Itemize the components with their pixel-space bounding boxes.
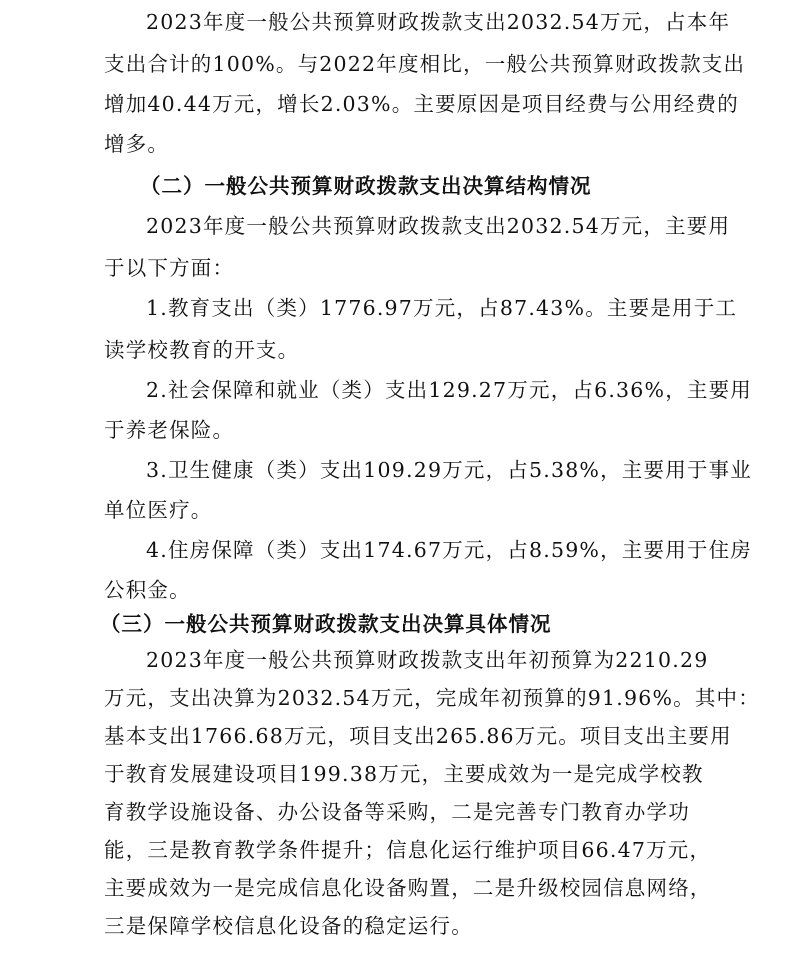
intro-line-3: 增加40.44万元，增长2.03%。主要原因是项目经费与公用经费的 [104,92,739,116]
item-4-line-1: 4.住房保障（类）支出174.67万元，占8.59%，主要用于住房 [146,538,753,562]
section3-line-7: 主要成效为一是完成信息化设备购置，二是升级校园信息网络， [104,876,712,900]
item-1-line-1: 1.教育支出（类）1776.97万元，占87.43%。主要是用于工 [146,296,738,320]
section-heading-2: （二）一般公共预算财政拨款支出决算结构情况 [140,174,592,198]
intro-line-1: 2023年度一般公共预算财政拨款支出2032.54万元，占本年 [146,10,731,34]
section3-line-6: 能，三是教育教学条件提升；信息化运行维护项目66.47万元， [104,838,712,862]
section3-line-5: 育教学设施设备、办公设备等采购，二是完善专门教育办学功 [104,800,690,824]
section3-line-8: 三是保障学校信息化设备的稳定运行。 [104,914,473,938]
section3-line-1: 2023年度一般公共预算财政拨款支出年初预算为2210.29 [146,648,709,672]
item-2-line-2: 于养老保险。 [104,418,235,442]
item-4-line-2: 公积金。 [104,578,191,602]
intro-line-4: 增多。 [104,132,170,156]
item-2-line-1: 2.社会保障和就业（类）支出129.27万元，占6.36%，主要用 [146,378,753,402]
item-3-line-2: 单位医疗。 [104,498,213,522]
item-3-line-1: 3.卫生健康（类）支出109.29万元，占5.38%，主要用于事业 [146,458,753,482]
section2-lead-1: 2023年度一般公共预算财政拨款支出2032.54万元，主要用 [146,214,731,238]
section3-line-3: 基本支出1766.68万元，项目支出265.86万元。项目支出主要用 [104,724,732,748]
section2-lead-2: 于以下方面： [104,256,235,280]
intro-line-2: 支出合计的100%。与2022年度相比，一般公共预算财政拨款支出 [104,52,746,76]
item-1-line-2: 读学校教育的开支。 [104,338,300,362]
section3-line-4: 于教育发展建设项目199.38万元，主要成效为一是完成学校教 [104,762,704,786]
section3-line-2: 万元，支出决算为2032.54万元，完成年初预算的91.96%。其中： [104,686,760,710]
section-heading-3: （三）一般公共预算财政拨款支出决算具体情况 [100,612,552,636]
